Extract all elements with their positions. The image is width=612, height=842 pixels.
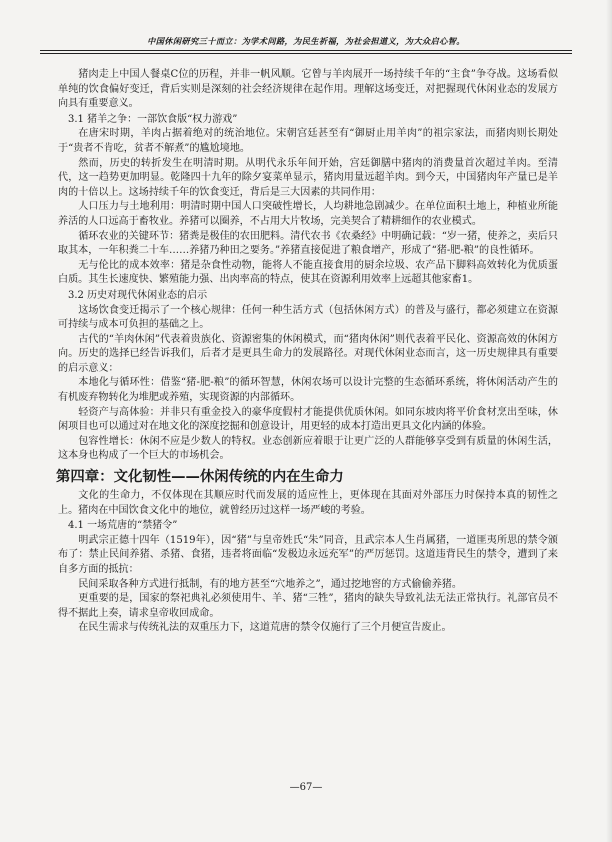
section-heading: 3.1 猪羊之争：一部饮食版“权力游戏” [68, 113, 238, 125]
paragraph: 古代的“羊肉休闲”代表着贵族化、资源密集的休闲模式，而“猪肉休闲”则代表着平民化、资源高效的休闲方向。历史的选择已经告诉我们，后者才是更具生命力的发展路径。对现代休闲业态而言，这一历史规律具有重要的启示意义： [58, 333, 558, 374]
section-heading: 4.1 一场荒唐的“禁猪令” [68, 520, 178, 532]
paragraph: 在唐宋时期，羊肉占据着绝对的统治地位。宋朝宫廷甚至有“御厨止用羊肉”的祖宗家法，而猪肉则长期处于“贵者不肯吃，贫者不解煮”的尴尬境地。 [58, 128, 558, 154]
paragraph: 人口压力与土地利用：明清时期中国人口突破性增长，人均耕地急剧减少。在单位面积土地上，种植业所能养活的人口远高于畜牧业。养猪可以圈养，不占用大片牧场，完美契合了精耕细作的农业模式。 [58, 201, 558, 227]
section-heading: 3.2 历史对现代休闲业态的启示 [68, 289, 208, 301]
paragraph: 然而，历史的转折发生在明清时期。从明代永乐年间开始，宫廷御膳中猪肉的消费量首次超过羊肉。至清代，这一趋势更加明显。乾隆四十九年的除夕宴菜单显示，猪肉用量远超羊肉。到今天，中国猪肉年产量已是羊肉的十倍以上。这场持续千年的饮食变迁，背后是三大因素的共同作用： [58, 157, 558, 198]
paragraph: 更重要的是，国家的祭祀典礼必须使用牛、羊、猪“三牲”，猪肉的缺失导致礼法无法正常执行。礼部官员不得不据此上奏，请求皇帝收回成命。 [58, 593, 558, 619]
running-header: 中国休闲研究三十而立：为学术问路，为民生祈福，为社会担道义，为大众启心智。 [147, 36, 465, 46]
paragraph: 轻资产与高体验：并非只有重金投入的豪华度假村才能提供优质休闲。如同东坡肉将平价食材烹出至味，休闲项目也可以通过对在地文化的深度挖掘和创意设计，用更轻的成本打造出更具文化内涵的体验。 [58, 406, 558, 433]
paragraph: 猪肉走上中国人餐桌C位的历程，并非一帆风顺。它曾与羊肉展开一场持续千年的“主食”争夺战。这场看似单纯的饮食偏好变迁，背后实则是深刻的社会经济规律在起作用。理解这场变迁，对把握现代休闲业态的发展方向具有重要意义。 [58, 69, 558, 110]
paragraph: 本地化与循环性：借鉴“猪-肥-粮”的循环智慧，休闲农场可以设计完整的生态循环系统，将休闲活动产生的有机废弃物转化为堆肥或养殖，实现资源的内部循环。 [58, 377, 558, 404]
paragraph: 民间采取各种方式进行抵制，有的地方甚至“穴地养之”，通过挖地窖的方式偷偷养猪。 [78, 578, 462, 590]
header-rule [40, 50, 572, 54]
paragraph: 文化的生命力，不仅体现在其顺应时代而发展的适应性上，更体现在其面对外部压力时保持本真的韧性之上。猪肉在中国饮食文化中的地位，就曾经历过这样一场严峻的考验。 [58, 490, 558, 516]
paragraph: 循环农业的关键环节：猪粪是极佳的农田肥料。清代农书《农桑经》中明确记载：“岁一猪，使养之，卖后只取其本，一年积粪二十车……养猪乃种田之要务。”养猪直接促进了粮食增产，形成了“猪-肥-粮”的良性循环。 [58, 230, 558, 257]
paragraph: 在民生需求与传统礼法的双重压力下，这道荒唐的禁令仅施行了三个月便宣告废止。 [78, 622, 452, 634]
paragraph: 这场饮食变迁揭示了一个核心规律：任何一种生活方式（包括休闲方式）的普及与盛行，都必须建立在资源可持续与成本可负担的基础之上。 [58, 304, 558, 331]
page-number: —67— [289, 782, 323, 793]
page-edge-shadow [606, 0, 612, 842]
paragraph: 无与伦比的成本效率：猪是杂食性动物，能将人不能直接食用的厨余垃圾、农产品下脚料高效转化为优质蛋白质。其生长速度快、繁殖能力强、出肉率高的特点，使其在资源利用效率上远超其他家畜1。 [58, 259, 558, 286]
body-text [58, 68, 558, 636]
paragraph: 明武宗正德十四年（1519年），因“猪”与皇帝姓氏“朱”同音，且武宗本人生肖属猪，一道匪夷所思的禁令颁布了：禁止民间养猪、杀猪、食猪，违者将面临“发极边永远充军”的严厉惩罚。这道违背民生的禁令，遭到了来自多方面的抵抗： [58, 534, 558, 575]
paragraph: 包容性增长：休闲不应是少数人的特权。业态创新应着眼于让更广泛的人群能够享受到有质量的休闲生活，这本身也构成了一个巨大的市场机会。 [58, 435, 558, 462]
chapter-heading: 第四章：文化韧性——休闲传统的内在生命力 [56, 469, 344, 486]
